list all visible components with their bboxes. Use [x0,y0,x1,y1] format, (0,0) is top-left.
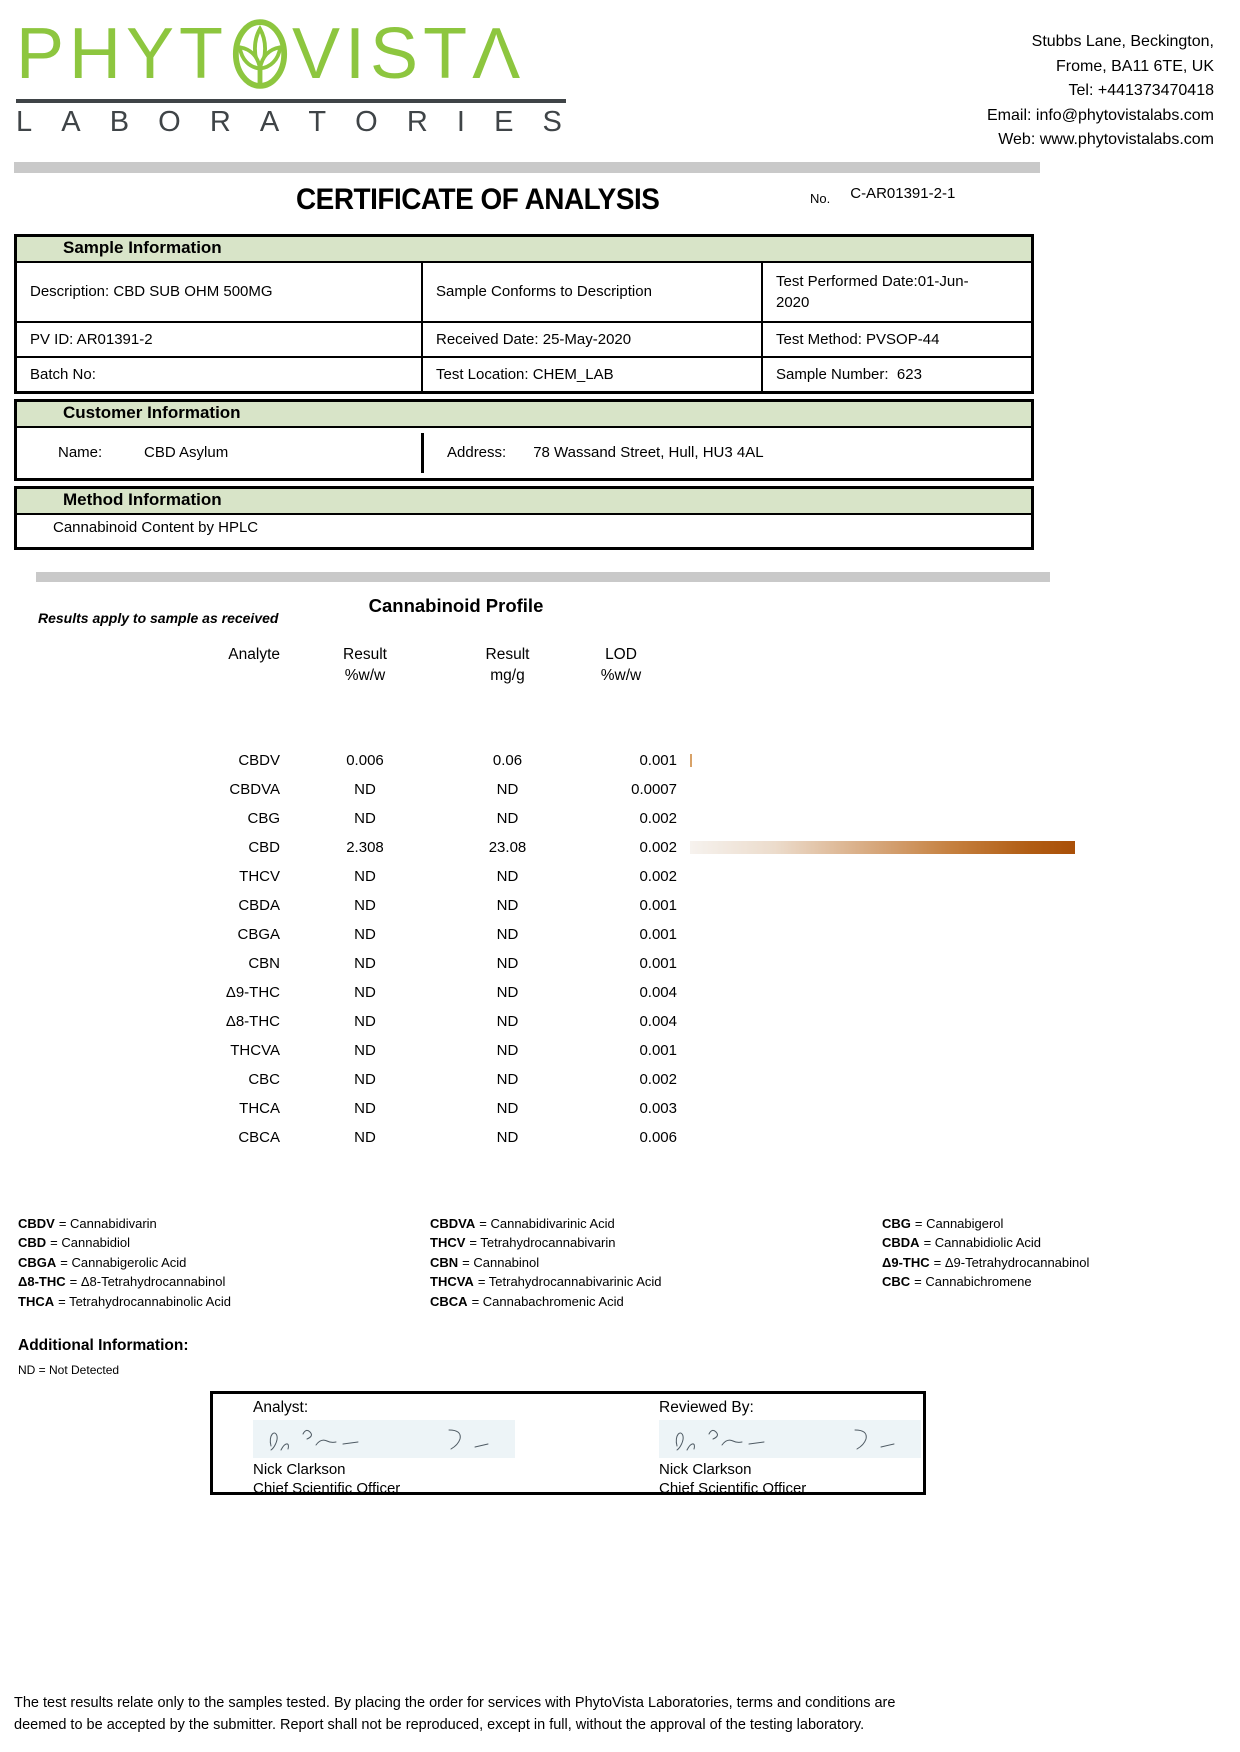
logo-text-right: VISTΛ [292,13,526,94]
profile-title: Cannabinoid Profile [368,594,544,616]
analyte-name: THCV [239,867,280,885]
analyte-result-mgg: 23.08 [488,838,527,856]
certificate-number-value: C-AR01391-2-1 [850,184,956,202]
analyte-name: CBDV [238,751,280,769]
table-cell-test-date: Test Performed Date:01-Jun-2020 [776,272,969,311]
analyte-result-mgg: ND [496,1012,519,1030]
analyte-name: CBC [248,1070,280,1088]
table-cell-description: Description: CBD SUB OHM 500MG [17,263,423,321]
table-cell-sample-number: Sample Number: 623 [763,356,1031,391]
analyte-result-pct: ND [354,1099,376,1117]
unit-result-pct: %w/w [344,666,386,684]
analyte-lod: 0.001 [639,896,677,914]
analyte-lod: 0.001 [639,925,677,943]
certificate-title: CERTIFICATE OF ANALYSIS [296,182,660,216]
additional-information-heading: Additional Information: [18,1337,189,1354]
analyte-bar [690,841,1075,854]
profile-units-row [14,665,1240,686]
logo-text-left: PHYT [16,13,229,94]
results-note: Results apply to sample as received [38,609,279,626]
leaf-icon [231,16,289,92]
analyte-name: CBGA [237,925,280,943]
logo-subtitle: L A B O R A T O R I E S [16,106,562,138]
analyte-result-mgg: ND [496,1070,519,1088]
reviewer-name: Nick Clarkson [659,1461,752,1478]
legend-column-1 [18,1214,430,1312]
legend-entry: CBGA = Cannabigerolic Acid [18,1254,187,1270]
analyte-result-pct: ND [354,809,376,827]
disclaimer-line-2: deemed to be accepted by the submitter. Report shall not be reproduced, except in full, without the approval of the testing laboratory. [14,1717,865,1733]
abbreviation-legend [18,1214,1240,1312]
legend-entry: THCVA = Tetrahydrocannabivarinic Acid [430,1274,662,1289]
legend-column-2 [430,1214,882,1312]
analyte-row [14,862,1240,891]
legend-entry: CBDA = Cannabidiolic Acid [882,1235,1042,1250]
unit-lod: %w/w [600,666,642,684]
analyte-result-pct: ND [354,1041,376,1059]
analyte-result-pct: ND [354,983,376,1001]
customer-address [447,444,764,461]
logo-divider-rule [16,99,566,103]
analyte-lod: 0.006 [639,1128,677,1146]
analyte-result-mgg: ND [496,1099,519,1117]
sample-information-heading: Sample Information [17,237,1031,263]
customer-name-label: Name: [58,444,103,461]
analyte-result-mgg: ND [496,925,519,943]
reviewer-signature [659,1420,921,1458]
analyte-name: THCVA [230,1041,280,1059]
analyte-result-pct: 2.308 [346,838,384,856]
legend-entry: CBD = Cannabidiol [18,1235,131,1250]
analyte-row [14,775,1240,804]
signature-scribble-icon [659,1420,921,1458]
analyte-lod: 0.002 [639,1070,677,1088]
column-header-analyte: Analyte [228,645,280,663]
analyte-result-mgg: ND [496,1041,519,1059]
analyte-lod: 0.004 [639,1012,677,1030]
customer-name-value: CBD Asylum [144,444,229,461]
analyte-row [14,1094,1240,1123]
column-header-result-mgg: Result [485,645,530,663]
table-cell-batch-no: Batch No: [17,356,423,391]
nd-definition: ND = Not Detected [18,1363,120,1377]
analyte-lod: 0.0007 [631,780,677,798]
analyte-lod: 0.002 [639,838,677,856]
analyte-result-mgg: ND [496,954,519,972]
customer-address-label: Address: [447,444,507,461]
analyst-label: Analyst: [253,1399,309,1416]
analyte-row [14,1123,1240,1152]
analyte-row [14,891,1240,920]
analyst-signature [253,1420,515,1458]
section-divider-bar [36,572,1050,582]
analyte-name: CBCA [238,1128,280,1146]
analyte-row [14,920,1240,949]
legend-entry: CBG = Cannabigerol [882,1215,1004,1231]
additional-information [18,1337,1240,1377]
column-header-lod: LOD [605,645,637,663]
legend-column-3 [882,1214,1240,1312]
legend-entry: CBCA = Cannabachromenic Acid [430,1293,624,1309]
disclaimer-footer [14,1692,895,1736]
analyst-name: Nick Clarkson [253,1461,346,1478]
analyte-lod: 0.002 [639,867,677,885]
certificate-number-label: No. [810,190,831,206]
table-cell-conforms: Sample Conforms to Description [423,263,763,321]
cannabinoid-profile-section [0,582,1240,1496]
table-cell-test-location: Test Location: CHEM_LAB [423,356,763,391]
analyte-result-pct: 0.006 [346,751,384,769]
analyte-bar [690,754,692,767]
legend-entry: Δ9-THC = Δ9-Tetrahydrocannabinol [882,1254,1090,1270]
analyte-lod: 0.003 [639,1099,677,1117]
certificate-number [810,185,955,206]
contact-address-line2: Frome, BA11 6TE, UK [1056,57,1214,75]
customer-column-divider [421,433,424,473]
contact-tel: Tel: +441373470418 [1068,82,1214,99]
analyte-result-mgg: ND [496,1128,519,1146]
legend-entry: THCV = Tetrahydrocannabivarin [430,1235,616,1250]
analyte-lod: 0.001 [639,1041,677,1059]
customer-information-row [17,428,1031,478]
analyte-name: CBG [247,809,280,827]
legend-entry: CBDVA = Cannabidivarinic Acid [430,1215,615,1231]
analyte-result-pct: ND [354,954,376,972]
legend-entry: Δ8-THC = Δ8-Tetrahydrocannabinol [18,1274,226,1289]
analyte-row [14,978,1240,1007]
column-header-result-pct: Result [343,645,387,663]
analyte-result-mgg: ND [496,896,519,914]
analyte-name: CBDA [238,896,280,914]
table-cell-pv-id: PV ID: AR01391-2 [17,321,423,356]
analyte-result-pct: ND [354,896,376,914]
contact-email: Email: info@phytovistalabs.com [987,106,1214,124]
analyte-row [14,804,1240,833]
analyst-title: Chief Scientific Officer [253,1480,401,1497]
analyte-name: Δ8-THC [225,1012,280,1030]
analyte-name: CBD [248,838,280,856]
method-information-heading: Method Information [17,489,1031,515]
reviewed-by-label: Reviewed By: [659,1399,754,1416]
analyte-result-pct: ND [354,925,376,943]
method-information-section [14,486,1034,550]
analyte-lod: 0.001 [639,954,677,972]
analyte-name: Δ9-THC [225,983,280,1001]
method-description: Cannabinoid Content by HPLC [53,518,259,536]
phytovista-logo [16,13,566,153]
analyte-result-mgg: ND [496,983,519,1001]
analyte-lod: 0.002 [639,809,677,827]
analyte-result-pct: ND [354,1012,376,1030]
analyte-row [14,746,1240,775]
analyte-name: THCA [239,1099,280,1117]
analyte-result-mgg: ND [496,809,519,827]
contact-address-line1: Stubbs Lane, Beckington, [1031,33,1214,50]
disclaimer-line-1: The test results relate only to the samples tested. By placing the order for services with PhytoVista Laboratories, terms and conditions are [14,1695,896,1711]
customer-address-value: 78 Wassand Street, Hull, HU3 4AL [533,444,764,461]
analyte-row [14,1036,1240,1065]
header [0,0,1240,153]
logo-wordmark [16,13,566,94]
table-cell-test-method: Test Method: PVSOP-44 [763,321,1031,356]
lab-contact-block [987,30,1214,153]
legend-entry: CBDV = Cannabidivarin [18,1215,157,1231]
legend-entry: CBN = Cannabinol [430,1254,540,1270]
sample-information-section [14,234,1034,394]
analyte-result-pct: ND [354,1070,376,1088]
analyte-lod: 0.004 [639,983,677,1001]
analyte-name: CBN [248,954,280,972]
analyte-result-mgg: ND [496,867,519,885]
customer-information-heading: Customer Information [17,402,1031,428]
reviewer-title: Chief Scientific Officer [659,1480,807,1497]
unit-result-mgg: mg/g [490,666,525,684]
analyte-row [14,1007,1240,1036]
title-row [0,173,1240,229]
analyte-result-pct: ND [354,867,376,885]
analyte-row [14,949,1240,978]
analyte-result-pct: ND [354,780,376,798]
legend-entry: THCA = Tetrahydrocannabinolic Acid [18,1293,231,1309]
contact-web: Web: www.phytovistalabs.com [998,131,1214,148]
analyte-lod: 0.001 [639,751,677,769]
header-divider-bar [14,162,1040,173]
analyte-result-mgg: 0.06 [492,751,523,769]
signature-box [210,1391,926,1495]
legend-entry: CBC = Cannabichromene [882,1274,1032,1289]
analyte-name: CBDVA [229,780,280,798]
customer-information-section [14,399,1034,481]
analyte-result-mgg: ND [496,780,519,798]
table-cell-received-date: Received Date: 25-May-2020 [423,321,763,356]
analyte-result-pct: ND [354,1128,376,1146]
analyte-row [14,833,1240,862]
sample-information-table [17,263,1031,391]
signature-scribble-icon [253,1420,515,1458]
analyte-row [14,1065,1240,1094]
analyte-rows [0,746,1240,1152]
